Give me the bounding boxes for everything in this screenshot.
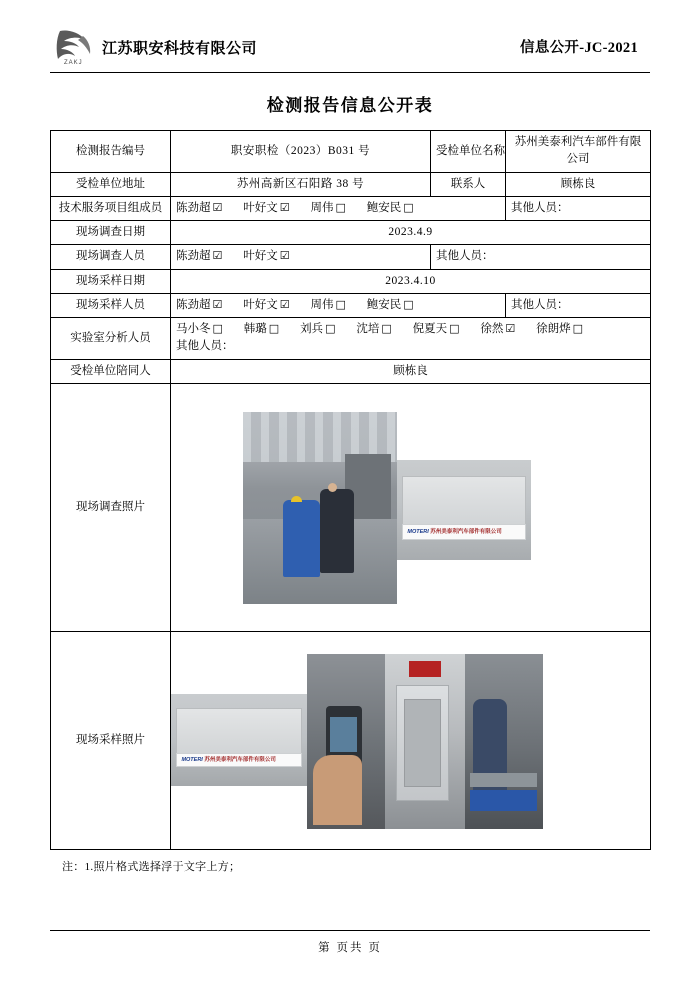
client-address-value: 苏州高新区石阳路 38 号 xyxy=(171,172,431,196)
member-checkbox[interactable]: □ xyxy=(403,297,414,311)
member-checkbox[interactable]: ☑ xyxy=(279,200,290,214)
worker-dark-clothes xyxy=(320,489,354,573)
safety-helmet xyxy=(291,496,302,502)
member-checkbox[interactable]: □ xyxy=(572,322,584,335)
member-name: 叶好文 xyxy=(243,201,278,214)
worker-blue-uniform xyxy=(283,500,320,577)
table-row xyxy=(51,269,651,293)
truck-label-band xyxy=(402,524,525,540)
sampling-photo-group xyxy=(171,654,650,829)
escort-label: 受检单位陪同人 xyxy=(51,359,171,383)
member-checkbox[interactable]: □ xyxy=(403,200,414,214)
team-members xyxy=(171,196,506,220)
member-checkbox[interactable]: ☑ xyxy=(212,297,223,311)
photo-company-truck-2 xyxy=(171,694,307,786)
photo-workshop-inspection xyxy=(243,412,397,604)
sampling-date-value: 2023.4.10 xyxy=(171,269,651,293)
member-name: 徐朗烨 xyxy=(536,323,571,335)
member-name: 马小冬 xyxy=(176,323,211,335)
lab-staff-others-label: 其他人员： xyxy=(176,340,234,353)
table-row xyxy=(51,172,651,196)
member-name: 陈劲超 xyxy=(176,298,211,311)
survey-date-label: 现场调查日期 xyxy=(51,221,171,245)
sampling-photos-label: 现场采样照片 xyxy=(51,631,171,849)
sampling-staff xyxy=(171,293,506,317)
survey-photos-cell xyxy=(171,383,651,631)
truck-label-band xyxy=(176,753,301,768)
member-checkbox[interactable]: ☑ xyxy=(279,249,290,263)
footer-divider xyxy=(50,930,650,931)
lab-staff-label: 实验室分析人员 xyxy=(51,318,171,360)
client-address-label: 受检单位地址 xyxy=(51,172,171,196)
member-checkbox[interactable]: □ xyxy=(212,322,223,335)
member-name: 倪夏天 xyxy=(412,323,448,335)
team-label: 技术服务项目组成员 xyxy=(51,196,171,220)
team-others-label: 其他人员： xyxy=(506,196,651,220)
truck-caption: MOTERI 苏州美泰利汽车部件有限公司 xyxy=(181,756,276,763)
member-checkbox[interactable]: □ xyxy=(449,322,460,335)
header-divider xyxy=(50,72,650,73)
lab-staff xyxy=(171,318,651,360)
member-checkbox[interactable]: ☑ xyxy=(212,249,223,263)
contact-value: 顾栋良 xyxy=(506,172,651,196)
member-name: 陈劲超 xyxy=(176,201,211,214)
truck-caption: MOTERI 苏州美泰利汽车部件有限公司 xyxy=(407,528,502,535)
table-row xyxy=(51,131,651,173)
member-checkbox[interactable]: ☑ xyxy=(212,200,223,214)
sampling-staff-others-label: 其他人员： xyxy=(506,293,651,317)
table-row xyxy=(51,631,651,849)
member-name: 叶好文 xyxy=(243,250,278,263)
member-name: 陈劲超 xyxy=(176,250,211,263)
member-name: 徐然 xyxy=(480,323,504,335)
table-row xyxy=(51,221,651,245)
member-name: 沈培 xyxy=(356,323,380,335)
survey-date-value: 2023.4.9 xyxy=(171,221,651,245)
cabinet-door xyxy=(404,699,441,787)
blue-pipe xyxy=(470,790,537,811)
info-disclosure-table xyxy=(50,130,651,850)
survey-staff-others-label: 其他人员： xyxy=(431,245,651,269)
truck-brand: MOTERI xyxy=(407,528,429,535)
table-row xyxy=(51,196,651,220)
member-name: 周伟 xyxy=(310,201,334,214)
member-checkbox[interactable]: □ xyxy=(381,322,392,335)
client-name-label: 受检单位名称 xyxy=(431,131,506,173)
member-checkbox[interactable]: ☑ xyxy=(505,322,516,335)
photo-worker-operating xyxy=(465,654,543,829)
sampling-date-label: 现场采样日期 xyxy=(51,269,171,293)
table-row xyxy=(51,245,651,269)
survey-photos-label: 现场调查照片 xyxy=(51,383,171,631)
member-checkbox[interactable]: □ xyxy=(335,297,346,311)
report-no-label: 检测报告编号 xyxy=(51,131,171,173)
member-checkbox[interactable]: □ xyxy=(325,322,336,335)
page-title: 检测报告信息公开表 xyxy=(266,96,434,115)
table-note: 注：1.照片格式选择浮于文字上方； xyxy=(62,860,241,873)
contact-label: 联系人 xyxy=(431,172,506,196)
report-no-value: 职安职检（2023）B031 号 xyxy=(171,131,431,173)
table-row xyxy=(51,318,651,360)
member-name: 叶好文 xyxy=(243,298,278,311)
document-header xyxy=(50,24,650,70)
member-name: 鲍安民 xyxy=(366,201,402,214)
operator-hand xyxy=(313,755,361,825)
device-screen xyxy=(330,717,357,752)
member-name: 刘兵 xyxy=(300,323,324,335)
client-name-value: 苏州美泰利汽车部件有限公司 xyxy=(506,131,651,173)
warning-sign xyxy=(409,661,441,677)
survey-staff-label: 现场调查人员 xyxy=(51,245,171,269)
company-logo-icon xyxy=(50,27,98,67)
svg-text:ZAKJ: ZAKJ xyxy=(64,60,83,66)
member-name: 鲍安民 xyxy=(366,298,402,311)
survey-staff xyxy=(171,245,431,269)
table-row xyxy=(51,293,651,317)
member-name: 韩璐 xyxy=(243,323,267,335)
page-number: 第 页共 页 xyxy=(318,942,382,954)
table-row xyxy=(51,383,651,631)
pipe-rack xyxy=(470,773,537,787)
sampling-staff-label: 现场采样人员 xyxy=(51,293,171,317)
photo-company-truck xyxy=(397,460,531,560)
escort-value: 顾栋良 xyxy=(171,359,651,383)
table-row xyxy=(51,359,651,383)
sampling-photos-cell xyxy=(171,631,651,849)
member-checkbox[interactable]: □ xyxy=(335,200,346,214)
member-name: 周伟 xyxy=(310,298,334,311)
survey-photo-group xyxy=(243,412,531,604)
photo-equipment-cabinet xyxy=(385,654,465,829)
member-checkbox[interactable]: □ xyxy=(268,322,280,335)
document-code: 信息公开-JC-2021 xyxy=(520,40,638,56)
photo-handheld-sampler xyxy=(307,654,385,829)
company-name: 江苏职安科技有限公司 xyxy=(102,40,258,57)
document-footer xyxy=(50,930,650,955)
member-checkbox[interactable]: ☑ xyxy=(279,297,290,311)
